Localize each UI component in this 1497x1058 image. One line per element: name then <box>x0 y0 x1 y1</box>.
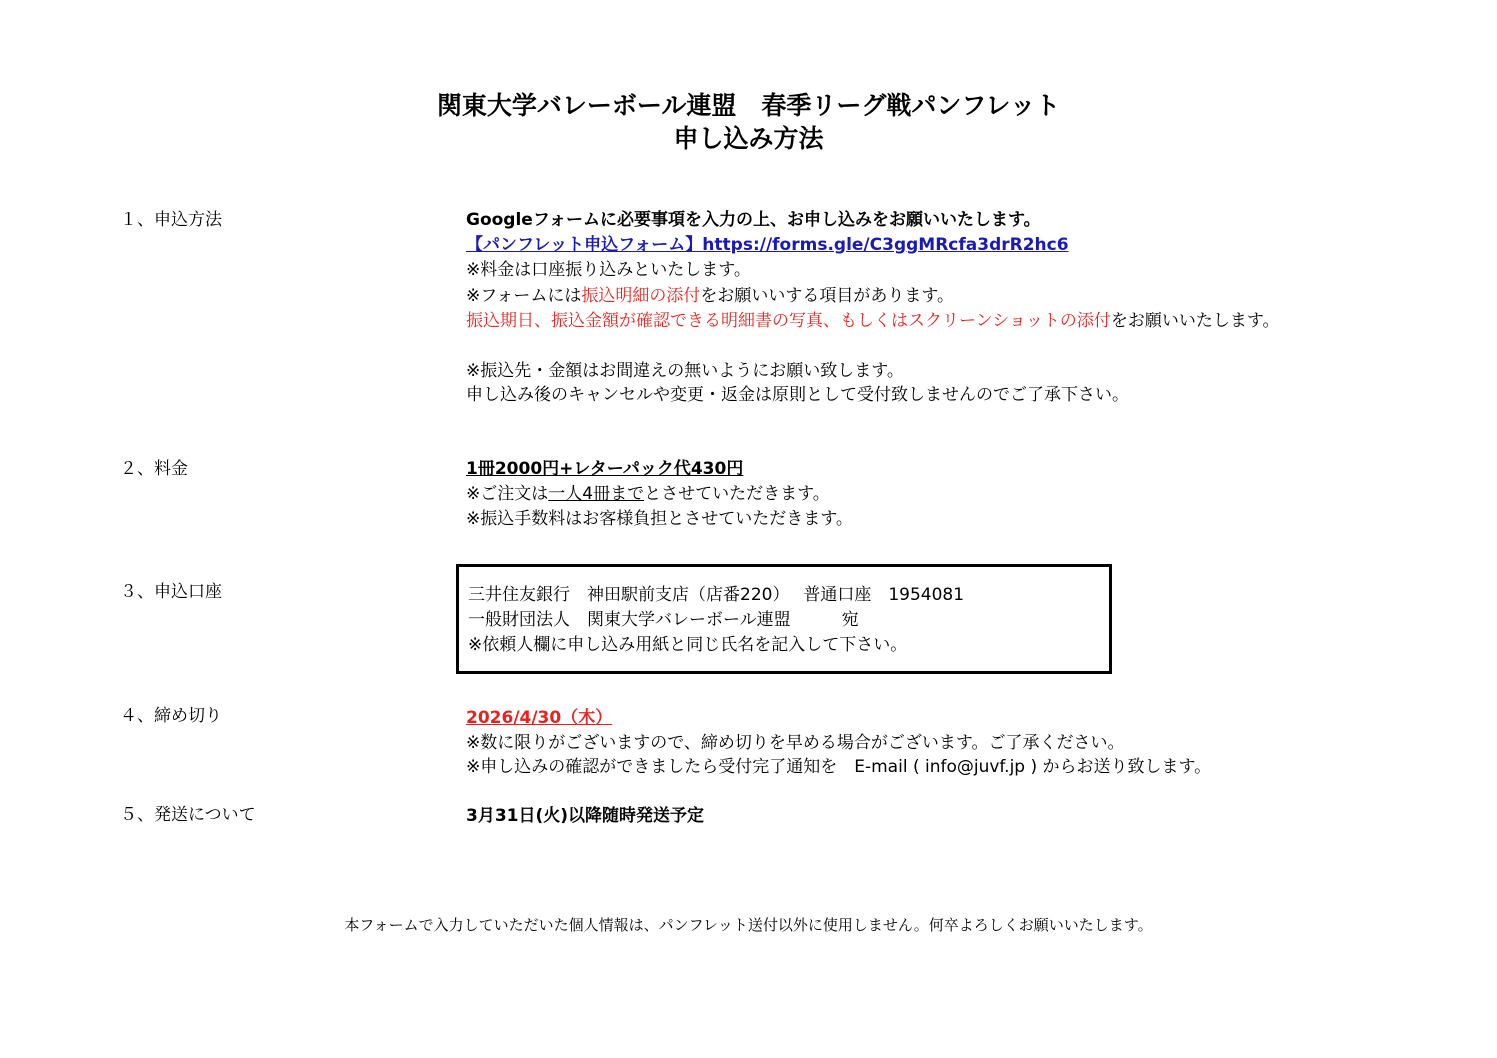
attachment-note <box>466 285 954 307</box>
page-subtitle: 申し込み方法 <box>673 124 824 153</box>
privacy-notice: 本フォームで入力していただいた個人情報は、パンフレット送付以外に使用しません。何卒よろしくお願いいたします。 <box>344 916 1153 934</box>
bank-account-box <box>456 564 1112 674</box>
section-1-intro: Googleフォームに必要事項を入力の上、お申し込みをお願いいたします。 <box>466 210 1041 230</box>
order-limit-post: とさせていただきます。 <box>644 484 830 504</box>
shipping-info: 3月31日(火)以降随時発送予定 <box>466 806 705 826</box>
page-title: 関東大学バレーボール連盟 春季リーグ戦パンフレット <box>436 91 1061 120</box>
transfer-caution: ※振込先・金額はお間違えの無いようにお願い致します。 <box>466 361 904 381</box>
fee-payment-note: ※料金は口座振り込みといたします。 <box>466 260 751 280</box>
price: 1冊2000円+レターパック代430円 <box>466 459 744 479</box>
form-link-line <box>466 234 1069 256</box>
attachment-note-post: をお願いいする項目があります。 <box>700 286 955 306</box>
sender-name-note: ※依頼人欄に申し込み用紙と同じ氏名を記入して下さい。 <box>468 635 908 655</box>
cancel-policy: 申し込み後のキャンセルや変更・返金は原則として受付致しませんのでご了承下さい。 <box>466 385 1129 405</box>
limited-quantity-note: ※数に限りがございますので、締め切りを早める場合がございます。ご了承ください。 <box>466 733 1125 753</box>
section-1-label: １、申込方法 <box>120 210 222 230</box>
account-holder-line: 一般財団法人 関東大学バレーボール連盟 宛 <box>468 610 859 630</box>
attachment-note-highlight: 振込明細の添付 <box>581 286 701 306</box>
section-5-label: ５、発送について <box>120 805 256 825</box>
section-3-label: ３、申込口座 <box>120 582 222 602</box>
deadline-date: 2026/4/30（木） <box>466 708 613 728</box>
attachment-detail <box>466 310 1280 332</box>
order-limit-highlight: 一人4冊まで <box>548 484 645 504</box>
attachment-note-pre: ※フォームには <box>466 286 582 306</box>
order-limit-pre: ※ご注文は <box>466 484 549 504</box>
fee-burden-note: ※振込手数料はお客様負担とさせていただきます。 <box>466 509 853 529</box>
confirmation-email-note: ※申し込みの確認ができましたら受付完了通知を E-mail ( info@juvf.jp ) からお送り致します。 <box>466 757 1212 777</box>
form-link[interactable]: 【パンフレット申込フォーム】https://forms.gle/C3ggMRcfa3drR2hc6 <box>466 235 1069 255</box>
attachment-detail-highlight: 振込期日、振込金額が確認できる明細書の写真、もしくはスクリーンショットの添付 <box>466 311 1111 331</box>
bank-account-line: 三井住友銀行 神田駅前支店（店番220） 普通口座 1954081 <box>468 585 965 605</box>
section-2-label: ２、料金 <box>120 459 188 479</box>
order-limit-note <box>466 483 830 505</box>
section-4-label: ４、締め切り <box>120 706 222 726</box>
attachment-detail-post: をお願いいたします。 <box>1110 311 1280 331</box>
